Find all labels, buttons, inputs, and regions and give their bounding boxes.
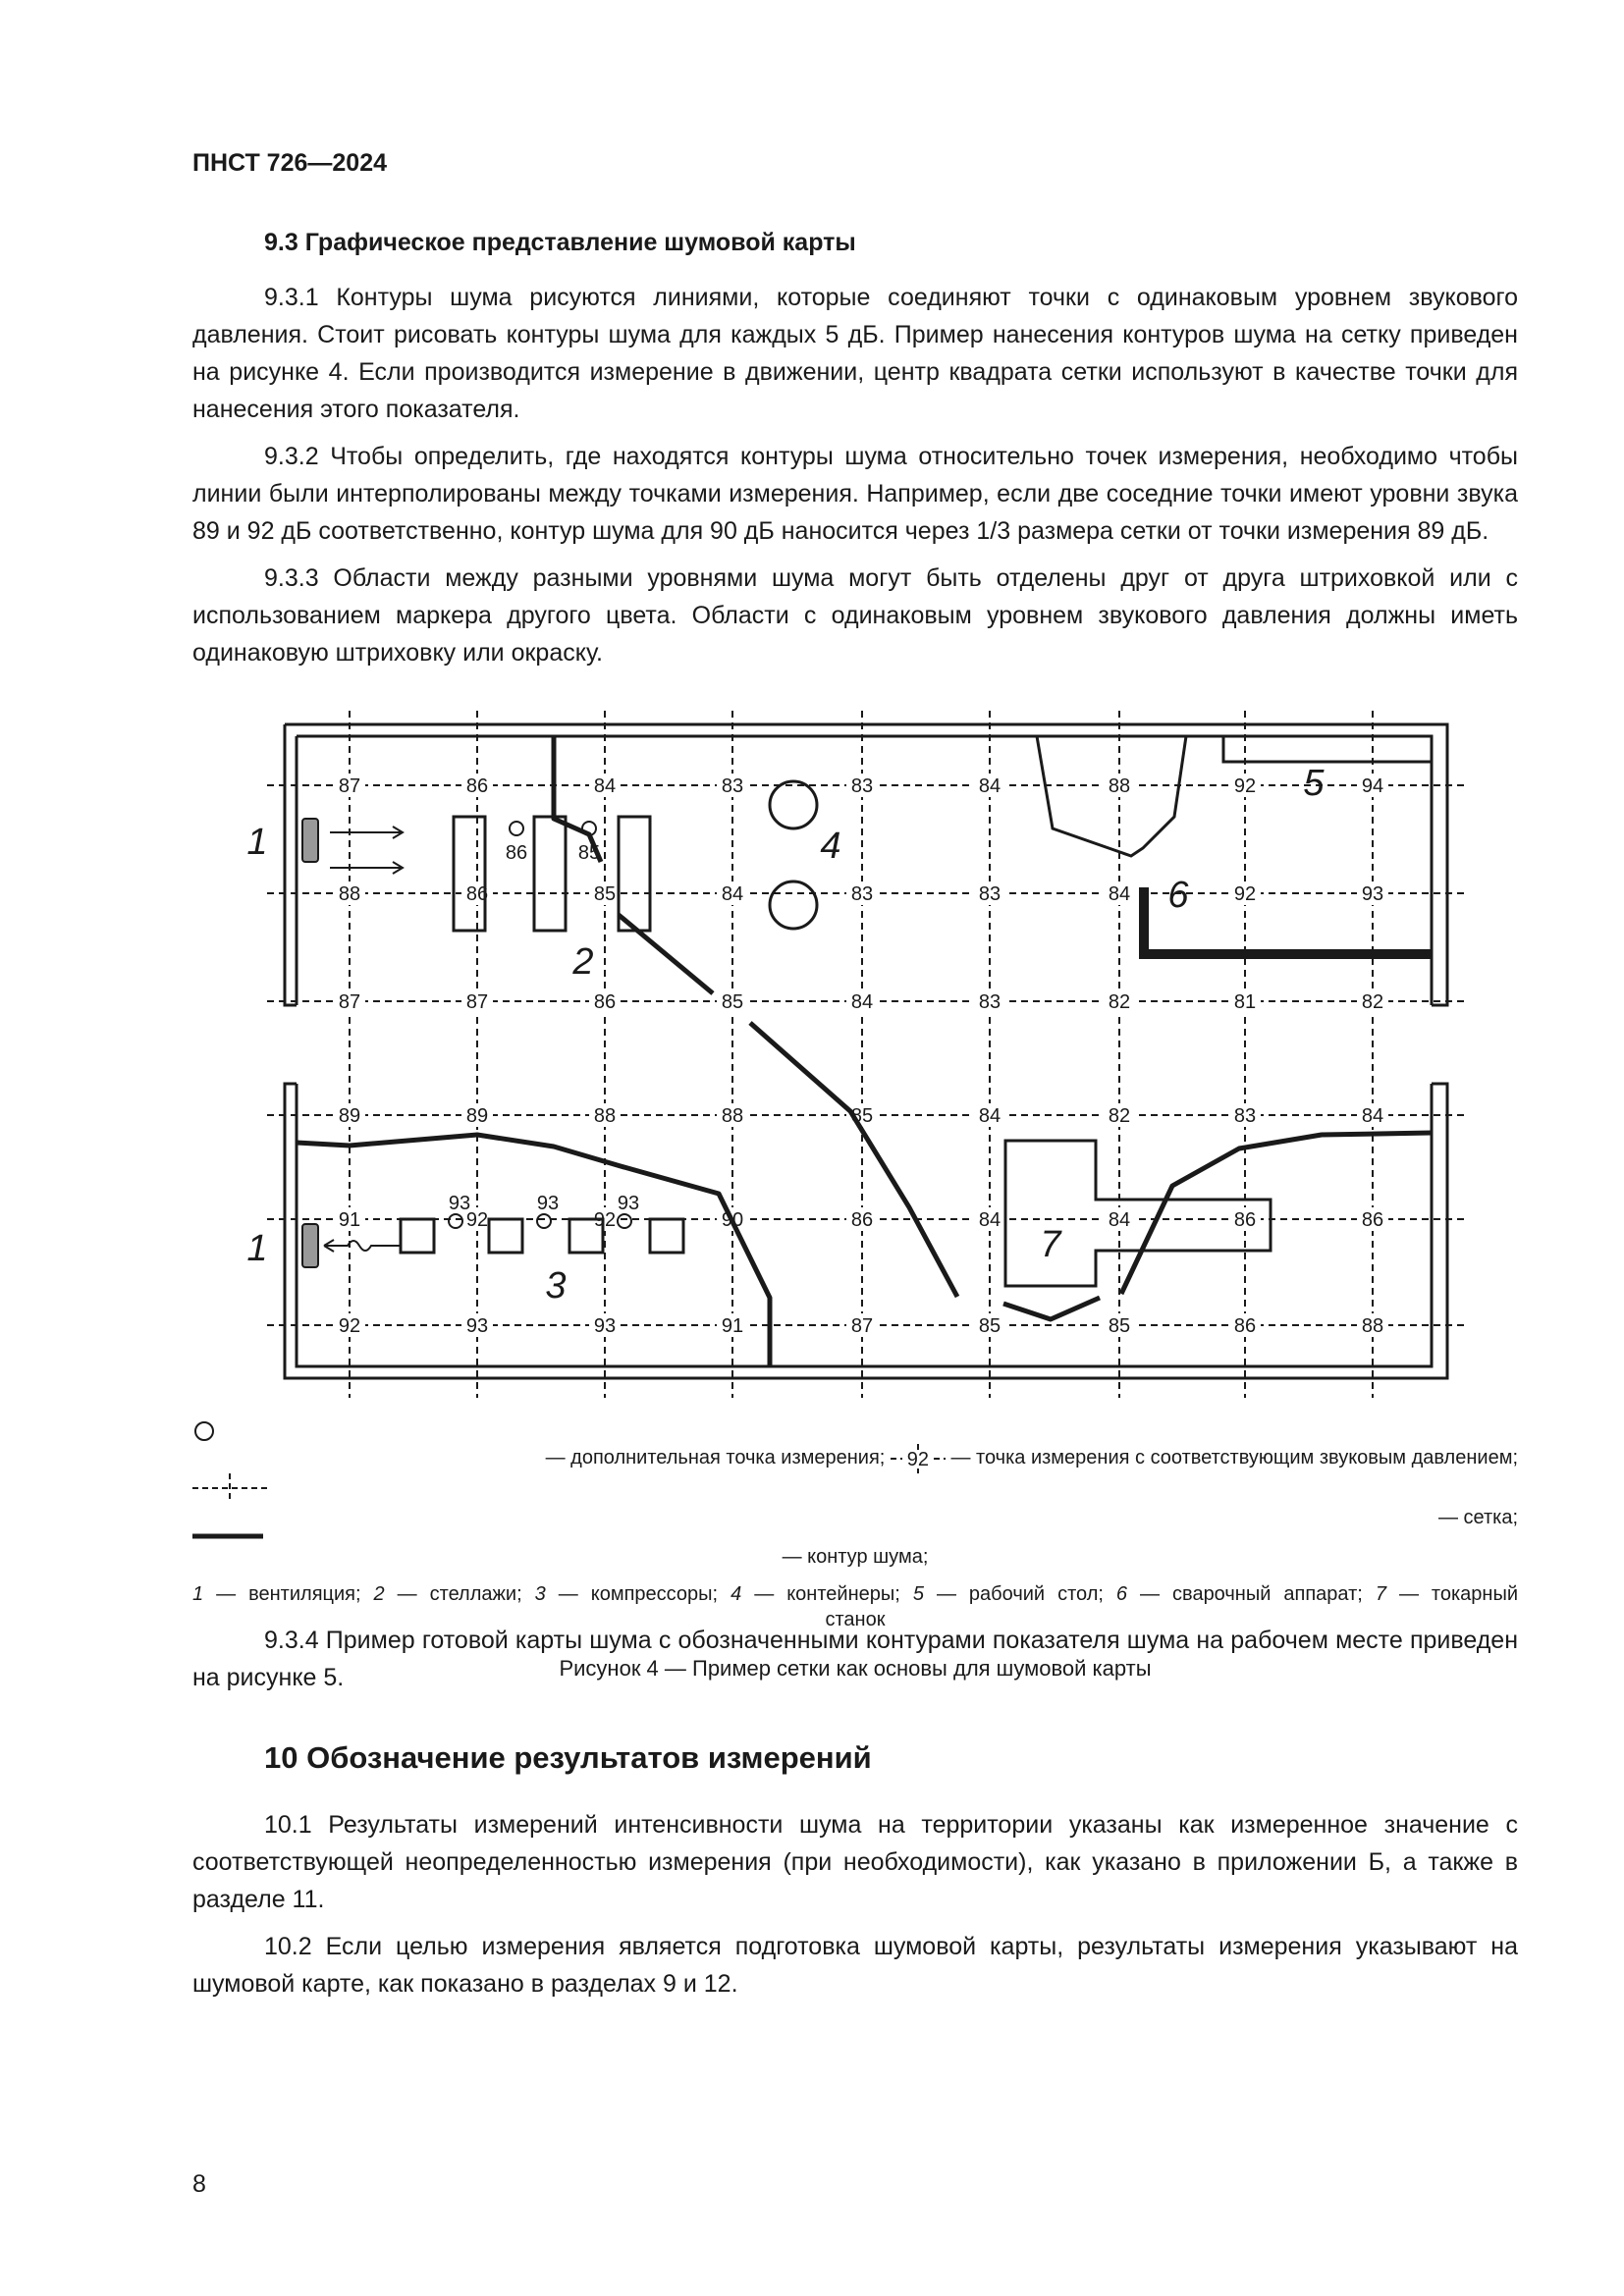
- grid-value: 88: [1108, 775, 1131, 797]
- shelf-2: [534, 817, 566, 931]
- legend-grid: — сетка;: [1437, 1506, 1518, 1528]
- grid-value: 90: [721, 1209, 744, 1231]
- object-number-containers: 4: [820, 826, 841, 867]
- grid-value: 88: [338, 883, 361, 905]
- grid-value: 88: [593, 1105, 617, 1127]
- grid-value: 84: [978, 1209, 1001, 1231]
- page-number: 8: [192, 2170, 206, 2198]
- legend-key-num: 3: [534, 1582, 546, 1605]
- grid-value: 83: [850, 775, 874, 797]
- compressor-2: [489, 1219, 522, 1253]
- paragraph-9-3-3: 9.3.3 Области между разными уровнями шума могут быть отделены друг от друга штриховкой или с использованием маркера другого цвета. Области с одинаковым уровнем звукового давления должны иметь одинаковую штриховку или окраску.: [192, 564, 1518, 667]
- grid-value: 84: [978, 1105, 1001, 1127]
- extra-point-label: 85: [577, 842, 601, 864]
- grid-value: 87: [338, 991, 361, 1013]
- grid-value: 94: [1361, 775, 1384, 797]
- grid-value: 84: [721, 883, 744, 905]
- legend-grid-point: — точка измерения с соответствующим звуковым давлением;: [950, 1447, 1518, 1468]
- grid-value: 82: [1361, 991, 1384, 1013]
- noise-map-drawing: [192, 711, 1518, 1414]
- grid-value: 91: [338, 1209, 361, 1231]
- grid-value: 92: [593, 1209, 617, 1231]
- grid-value: 84: [1361, 1105, 1384, 1127]
- extra-point-label: 93: [448, 1193, 471, 1214]
- grid-value: 89: [338, 1105, 361, 1127]
- figure-legend: [192, 1419, 1518, 1634]
- extra-point-4: [537, 1214, 551, 1228]
- noise-contour-4: [1003, 1298, 1100, 1319]
- legend-keys-tail: станок: [825, 1608, 886, 1630]
- grid-value: 87: [465, 991, 489, 1013]
- compressor-4: [650, 1219, 683, 1253]
- noise-contour-2: [619, 915, 957, 1297]
- legend-key-text: — вентиляция;: [216, 1582, 361, 1605]
- grid-value: 86: [465, 775, 489, 797]
- extra-point-1: [510, 822, 523, 835]
- grid-value: 93: [593, 1315, 617, 1337]
- grid-value: 84: [593, 775, 617, 797]
- grid-value: 84: [978, 775, 1001, 797]
- legend-key-text: — стеллажи;: [397, 1582, 522, 1605]
- shelf-3: [619, 817, 650, 931]
- grid-value: 92: [465, 1209, 489, 1231]
- legend-contour: — контур шума;: [782, 1545, 929, 1568]
- object-number-workbench: 5: [1303, 763, 1325, 804]
- paragraph-10-2: 10.2 Если целью измерения является подготовка шумовой карты, результаты измерения указывают на шумовой карте, как показано в разделах 9 и 12.: [192, 1933, 1518, 1998]
- grid-value: 83: [721, 775, 744, 797]
- ventilation-1: [302, 819, 318, 862]
- section-10-block: [192, 1622, 1518, 2012]
- inner-wall: [297, 736, 1432, 1366]
- grid-value: 93: [465, 1315, 489, 1337]
- legend-symbols: [192, 1419, 1518, 1532]
- container-2: [770, 881, 817, 929]
- legend-key-num: 1: [192, 1582, 204, 1605]
- grid-value: 83: [850, 883, 874, 905]
- grid-value: 83: [1233, 1105, 1257, 1127]
- extra-point-label: 93: [617, 1193, 640, 1214]
- extra-point-label: 86: [505, 842, 528, 864]
- paragraph-9-3-2: 9.3.2 Чтобы определить, где находятся контуры шума относительно точек измерения, необходимо чтобы линии были интерполированы между точками измерения. Например, если две соседние точки имеют уровни звука 89 и 92 дБ соответственно, контур шума для 90 дБ наносится через 1/3 размера сетки от точки измерения 89 дБ.: [192, 443, 1518, 545]
- grid-value: 87: [338, 775, 361, 797]
- airflow-arrow-2: [330, 862, 403, 874]
- workbench: [1223, 736, 1432, 762]
- legend-sample-value: 92: [906, 1448, 930, 1470]
- legend-key-num: 6: [1115, 1582, 1128, 1605]
- extra-point-3: [449, 1214, 462, 1228]
- extra-point-symbol: [192, 1419, 216, 1443]
- measurement-grid: [267, 711, 1465, 1398]
- grid-value: 82: [1108, 991, 1131, 1013]
- grid-value: 85: [593, 883, 617, 905]
- legend-key-text: — контейнеры;: [754, 1582, 900, 1605]
- grid-value: 93: [1361, 883, 1384, 905]
- grid-value: 88: [721, 1105, 744, 1127]
- grid-point-symbol: [891, 1444, 946, 1473]
- grid-value: 86: [850, 1209, 874, 1231]
- grid-value: 86: [1233, 1209, 1257, 1231]
- grid-value: 92: [1233, 883, 1257, 905]
- container-1: [770, 781, 817, 828]
- paragraph-10-1: 10.1 Результаты измерений интенсивности шума на территории указаны как измеренное значение с соответствующей неопределенностью измерения (при необходимости), как указано в приложении Б, а также в разделе 11.: [192, 1811, 1518, 1913]
- compressor-1: [401, 1219, 434, 1253]
- legend-key-text: — токарный: [1398, 1582, 1519, 1605]
- grid-value: 82: [1108, 1105, 1131, 1127]
- grid-value: 88: [1361, 1315, 1384, 1337]
- grid-value: 92: [1233, 775, 1257, 797]
- outer-wall: [285, 724, 1447, 1378]
- grid-value: 92: [338, 1315, 361, 1337]
- grid-value: 86: [1233, 1315, 1257, 1337]
- grid-value: 83: [978, 883, 1001, 905]
- shelf-1: [454, 817, 485, 931]
- section-heading-10: 10 Обозначение результатов измерений: [264, 1740, 872, 1775]
- object-number-shelves: 2: [572, 941, 594, 983]
- grid-value: 89: [465, 1105, 489, 1127]
- legend-contour-row: [192, 1530, 1518, 1572]
- grid-value: 87: [850, 1315, 874, 1337]
- grid-value: 91: [721, 1315, 744, 1337]
- object-number-lathe: 7: [1040, 1224, 1061, 1265]
- figure-caption: Рисунок 4 — Пример сетки как основы для шумовой карты: [559, 1655, 1152, 1681]
- legend-key-num: 5: [912, 1582, 924, 1605]
- wall-opening-right: [1432, 1005, 1447, 1084]
- legend-key-num: 7: [1375, 1582, 1386, 1605]
- ventilation-2: [302, 1224, 318, 1267]
- object-number-ventilation: 1: [246, 1228, 268, 1269]
- figure-4: [192, 711, 1518, 1682]
- grid-value: 84: [1108, 883, 1131, 905]
- grid-value: 85: [978, 1315, 1001, 1337]
- legend-extra-point: — дополнительная точка измерения;: [545, 1447, 886, 1468]
- paragraph-9-3-1: 9.3.1 Контуры шума рисуются линиями, которые соединяют точки с одинаковым уровнем звукового давления. Стоит рисовать контуры шума для каждых 5 дБ. Пример нанесения контуров шума на сетку приведен на рисунке 4. Если производится измерение в движении, центр квадрата сетки используют в качестве точки для нанесения этого показателя.: [192, 284, 1518, 423]
- grid-value: 85: [1108, 1315, 1131, 1337]
- grid-value: 84: [1108, 1209, 1131, 1231]
- grid-value: 86: [1361, 1209, 1384, 1231]
- grid-value: 81: [1233, 991, 1257, 1013]
- grid-value: 83: [978, 991, 1001, 1013]
- grid-value: 85: [721, 991, 744, 1013]
- section-heading-9-3: 9.3 Графическое представление шумовой карты: [264, 229, 856, 256]
- grid-symbol: [192, 1473, 267, 1503]
- extra-point-label: 93: [536, 1193, 560, 1214]
- contour-symbol: [192, 1530, 263, 1542]
- grid-value: 86: [593, 991, 617, 1013]
- grid-value: 85: [850, 1105, 874, 1127]
- legend-key-num: 2: [373, 1582, 385, 1605]
- airflow-arrow-3: [324, 1240, 401, 1252]
- object-number-welding: 6: [1167, 875, 1189, 916]
- legend-key-num: 4: [731, 1582, 742, 1605]
- legend-key-text: — компрессоры;: [558, 1582, 719, 1605]
- object-number-compressors: 3: [545, 1265, 567, 1307]
- section-9-3: [192, 224, 1518, 681]
- wall-opening-left: [285, 1005, 297, 1084]
- legend-key-text: — сварочный аппарат;: [1140, 1582, 1363, 1605]
- grid-value: 84: [850, 991, 874, 1013]
- document-code: ПНСТ 726—2024: [192, 149, 387, 177]
- legend-key-text: — рабочий стол;: [936, 1582, 1104, 1605]
- grid-value: 86: [465, 883, 489, 905]
- airflow-arrow-1: [330, 827, 403, 838]
- paragraph-9-3-4: 9.3.4 Пример готовой карты шума с обозначенными контурами показателя шума на рабочем месте приведен на рисунке 5.: [192, 1627, 1518, 1691]
- object-number-ventilation: 1: [246, 822, 268, 863]
